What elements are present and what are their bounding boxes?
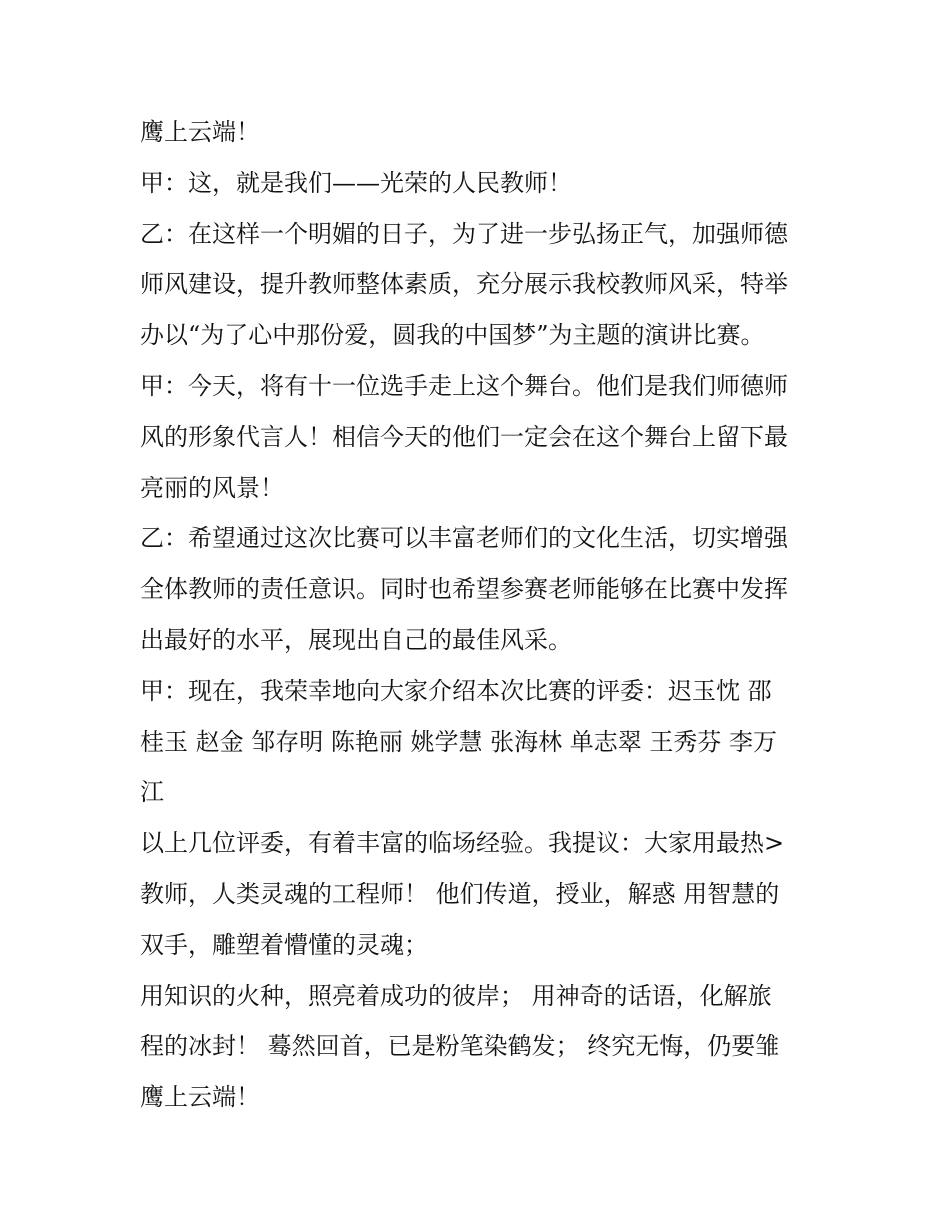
text-line: 程的冰封！ 蓦然回首，已是粉笔染鹤发； 终究无悔，仍要雏 [140,1032,780,1061]
text-line: 甲：今天，将有十一位选手走上这个舞台。他们是我们师德师 [140,371,788,400]
text-line: 亮丽的风景！ [140,473,284,502]
text-line: 桂玉 赵金 邹存明 陈艳丽 姚学慧 张海林 单志翠 王秀芬 李万 [140,727,778,756]
text-line: 用知识的火种，照亮着成功的彼岸； 用神奇的话语，化解旅 [140,981,772,1010]
text-line: 风的形象代言人！相信今天的他们一定会在这个舞台上留下最 [140,422,788,451]
text-line: 教师，人类灵魂的工程师！ 他们传道，授业，解惑 用智慧的 [140,879,780,908]
text-line: 师风建设，提升教师整体素质，充分展示我校教师风采，特举 [140,270,788,299]
body-text [140,107,820,1123]
text-line: 甲：这，就是我们——光荣的人民教师！ [140,168,572,197]
text-line: 江 [140,778,164,807]
text-line: 乙：在这样一个明媚的日子，为了进一步弘扬正气，加强师德 [140,219,788,248]
text-line: 乙：希望通过这次比赛可以丰富老师们的文化生活，切实增强 [140,524,788,553]
text-line: 鹰上云端！ [140,118,260,146]
text-line: 双手，雕塑着懵懂的灵魂； [140,930,428,959]
text-line: 出最好的水平，展现出自己的最佳风采。 [140,625,572,654]
text-line: 全体教师的责任意识。同时也希望参赛老师能够在比赛中发挥 [140,575,788,604]
text-line: 办以“为了心中那份爱，圆我的中国梦”为主题的演讲比赛。 [140,321,765,350]
text-line: 甲：现在，我荣幸地向大家介绍本次比赛的评委：迟玉忱 邵 [140,676,772,705]
text-line: 以上几位评委，有着丰富的临场经验。我提议：大家用最热> [140,829,785,858]
text-line: 鹰上云端！ [140,1083,260,1112]
